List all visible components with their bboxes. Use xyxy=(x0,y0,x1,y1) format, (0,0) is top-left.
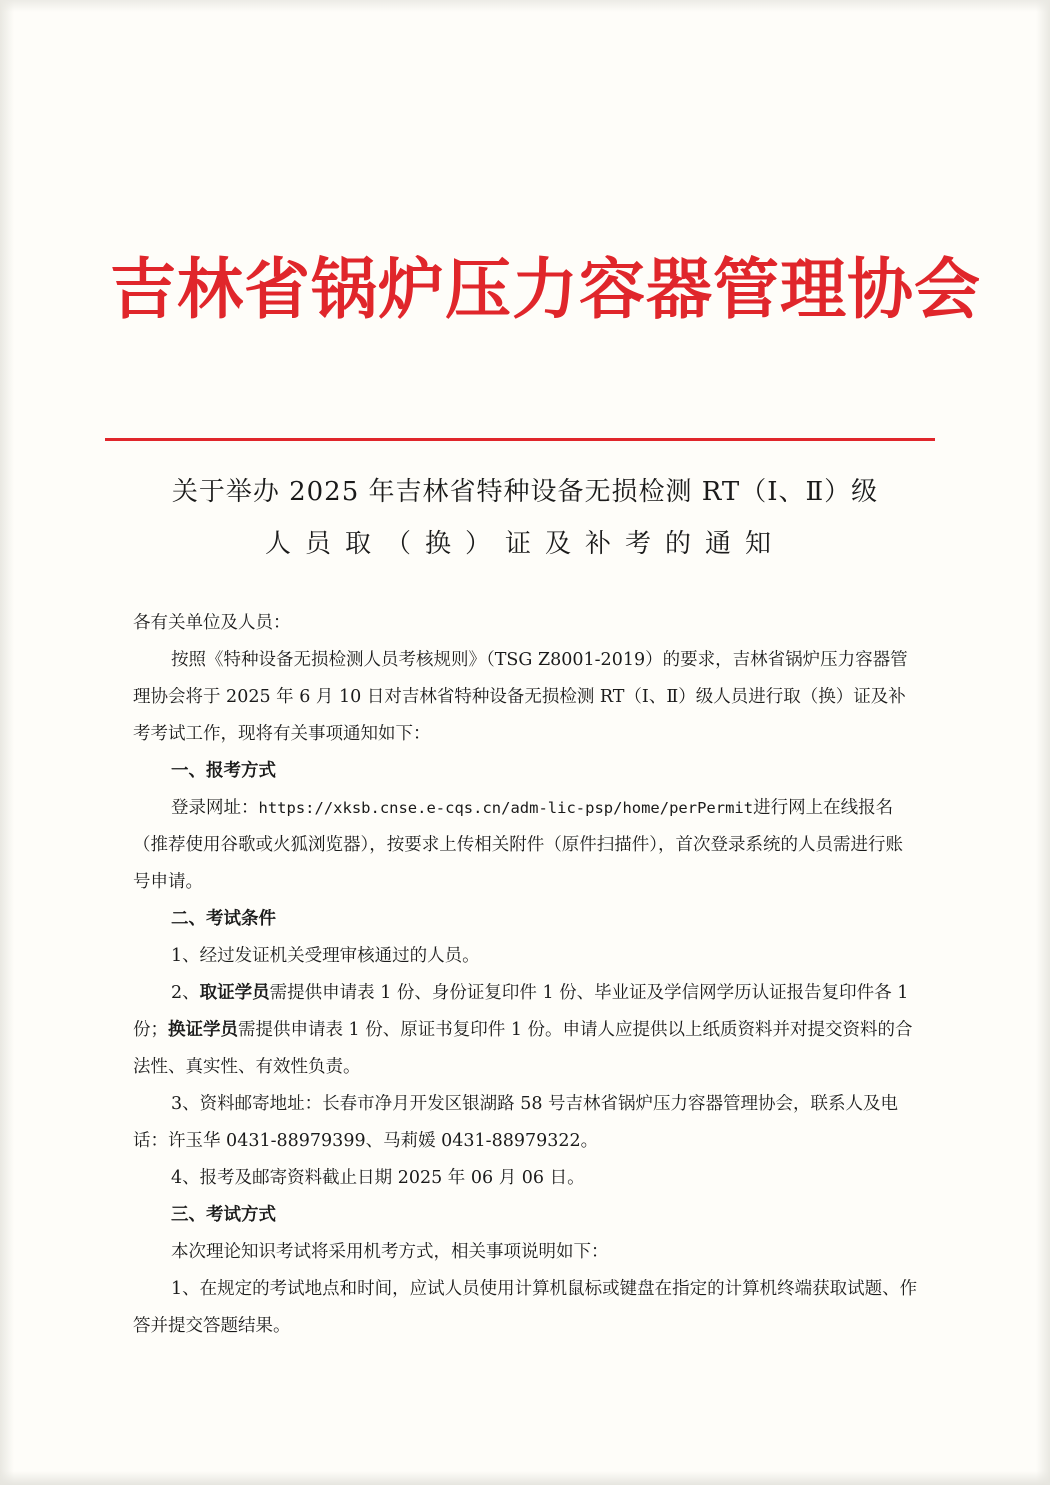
section2-item2 xyxy=(133,975,918,1086)
salutation: 各有关单位及人员： xyxy=(133,613,291,633)
registration-suffix: 进行网上在线报名（推荐使用谷歌或火狐浏览器），按要求上传相关附件（原件扫描件），首次登录系统的人员需进行账号申请。 xyxy=(133,798,903,892)
item2-number: 2、 xyxy=(171,983,200,1003)
section1-heading: 一、报考方式 xyxy=(171,761,276,781)
renewal-label: 换证学员 xyxy=(168,1020,238,1040)
new-cert-requirements: 需提供申请表 1 份、身份证复印件 1 份、毕业证及学信网学历认证报告复印件各 1 份； xyxy=(133,983,909,1040)
section3-heading: 三、考试方式 xyxy=(171,1205,276,1225)
registration-url: https://xksb.cnse.e-cqs.cn/adm-lic-psp/home/perPermit xyxy=(258,799,754,817)
letterhead-org-name: 吉林省锅炉压力容器管理协会 xyxy=(110,251,981,328)
section2-item4: 4、报考及邮寄资料截止日期 2025 年 06 月 06 日。 xyxy=(171,1168,585,1188)
scan-edge-left xyxy=(0,0,14,1485)
notice-title-line2: 人员取（换）证及补考的通知 xyxy=(264,529,785,559)
scan-edge-top xyxy=(0,0,1050,12)
section1-paragraph xyxy=(133,790,918,901)
notice-body xyxy=(133,605,918,1345)
renewal-requirements: 需提供申请表 1 份、原证书复印件 1 份。申请人应提供以上纸质资料并对提交资料的合法性、真实性、有效性负责。 xyxy=(133,1020,913,1077)
intro-paragraph: 按照《特种设备无损检测人员考核规则》（TSG Z8001-2019）的要求，吉林省锅炉压力容器管理协会将于 2025 年 6 月 10 日对吉林省特种设备无损检测 RT（Ⅰ、Ⅱ）级人员进行取（换）证及补考考试工作，现将有关事项通知如下： xyxy=(133,650,908,744)
new-cert-label: 取证学员 xyxy=(199,983,270,1003)
section2-heading: 二、考试条件 xyxy=(171,909,276,929)
letterhead-red-rule xyxy=(105,438,935,441)
section2-item3: 3、资料邮寄地址：长春市净月开发区银湖路 58 号吉林省锅炉压力容器管理协会，联系人及电话：许玉华 0431-88979399、马莉媛 0431-88979322。 xyxy=(133,1094,899,1151)
notice-title-line1: 关于举办 2025 年吉林省特种设备无损检测 RT（Ⅰ、Ⅱ）级 xyxy=(171,477,879,507)
scan-edge-bottom xyxy=(0,1471,1050,1485)
section3-intro: 本次理论知识考试将采用机考方式，相关事项说明如下： xyxy=(171,1242,609,1262)
section3-item1: 1、在规定的考试地点和时间，应试人员使用计算机鼠标或键盘在指定的计算机终端获取试题、作答并提交答题结果。 xyxy=(133,1279,918,1336)
section2-item1: 1、经过发证机关受理审核通过的人员。 xyxy=(171,946,480,966)
scan-edge-right xyxy=(1036,0,1050,1485)
registration-prefix: 登录网址： xyxy=(171,798,259,818)
